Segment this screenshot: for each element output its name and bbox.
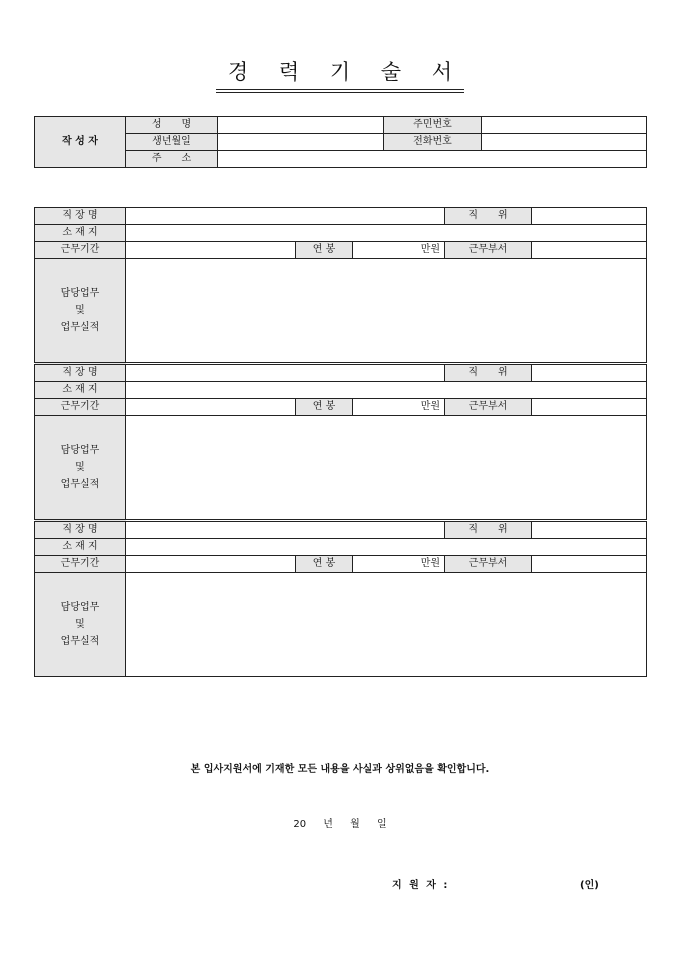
location-field[interactable] <box>126 382 647 399</box>
phone-label: 전화번호 <box>384 134 482 151</box>
period-field[interactable] <box>126 242 296 259</box>
salary-label: 연 봉 <box>296 556 353 573</box>
duty-label-line1: 담당업무 <box>60 445 100 456</box>
position-label: 직 위 <box>445 521 532 539</box>
birth-field[interactable] <box>218 134 384 151</box>
salary-label: 연 봉 <box>296 242 353 259</box>
dept-label: 근무부서 <box>445 242 532 259</box>
salary-field[interactable]: 만원 <box>353 556 445 573</box>
dept-label: 근무부서 <box>445 556 532 573</box>
position-field[interactable] <box>532 364 647 382</box>
company-field[interactable] <box>126 521 445 539</box>
duty-label-line3: 업무실적 <box>60 479 100 490</box>
rrn-field[interactable] <box>482 117 647 134</box>
company-field[interactable] <box>126 364 445 382</box>
location-label: 소 재 지 <box>35 225 126 242</box>
period-field[interactable] <box>126 399 296 416</box>
duty-label-line1: 담당업무 <box>60 288 100 299</box>
salary-field[interactable]: 만원 <box>353 399 445 416</box>
position-label: 직 위 <box>445 364 532 382</box>
date-line: 20 년 월 일 <box>293 819 387 830</box>
duty-label <box>35 416 126 521</box>
location-field[interactable] <box>126 225 647 242</box>
title-wrap <box>0 56 680 90</box>
seal-label: (인) <box>580 880 599 891</box>
duty-label <box>35 259 126 364</box>
position-label: 직 위 <box>445 208 532 225</box>
location-field[interactable] <box>126 539 647 556</box>
career-table <box>34 207 647 677</box>
dept-label: 근무부서 <box>445 399 532 416</box>
address-field[interactable] <box>218 151 647 168</box>
period-label: 근무기간 <box>35 556 126 573</box>
duty-label-line3: 업무실적 <box>60 322 100 333</box>
dept-field[interactable] <box>532 556 647 573</box>
duty-label-line2: 및 <box>75 305 85 316</box>
company-label: 직 장 명 <box>35 364 126 382</box>
document-title: 경 력 기 술 서 <box>216 56 464 90</box>
duty-field[interactable] <box>126 573 647 677</box>
birth-label: 생년월일 <box>126 134 218 151</box>
salary-field[interactable]: 만원 <box>353 242 445 259</box>
author-table <box>34 116 647 168</box>
confirmation-statement: 본 입사지원서에 기재한 모든 내용을 사실과 상위없음을 확인합니다. <box>190 764 490 775</box>
position-field[interactable] <box>532 208 647 225</box>
duty-label-line1: 담당업무 <box>60 602 100 613</box>
duty-field[interactable] <box>126 259 647 364</box>
company-label: 직 장 명 <box>35 208 126 225</box>
duty-label-line2: 및 <box>75 462 85 473</box>
address-label: 주 소 <box>126 151 218 168</box>
applicant-label: 지 원 자 : <box>392 880 450 891</box>
company-label: 직 장 명 <box>35 521 126 539</box>
location-label: 소 재 지 <box>35 539 126 556</box>
duty-label-line3: 업무실적 <box>60 636 100 647</box>
duty-label <box>35 573 126 677</box>
period-label: 근무기간 <box>35 399 126 416</box>
name-field[interactable] <box>218 117 384 134</box>
location-label: 소 재 지 <box>35 382 126 399</box>
company-field[interactable] <box>126 208 445 225</box>
author-section-label: 작 성 자 <box>35 117 126 168</box>
rrn-label: 주민번호 <box>384 117 482 134</box>
dept-field[interactable] <box>532 399 647 416</box>
position-field[interactable] <box>532 521 647 539</box>
salary-label: 연 봉 <box>296 399 353 416</box>
duty-field[interactable] <box>126 416 647 521</box>
phone-field[interactable] <box>482 134 647 151</box>
period-label: 근무기간 <box>35 242 126 259</box>
period-field[interactable] <box>126 556 296 573</box>
name-label: 성 명 <box>126 117 218 134</box>
duty-label-line2: 및 <box>75 619 85 630</box>
dept-field[interactable] <box>532 242 647 259</box>
